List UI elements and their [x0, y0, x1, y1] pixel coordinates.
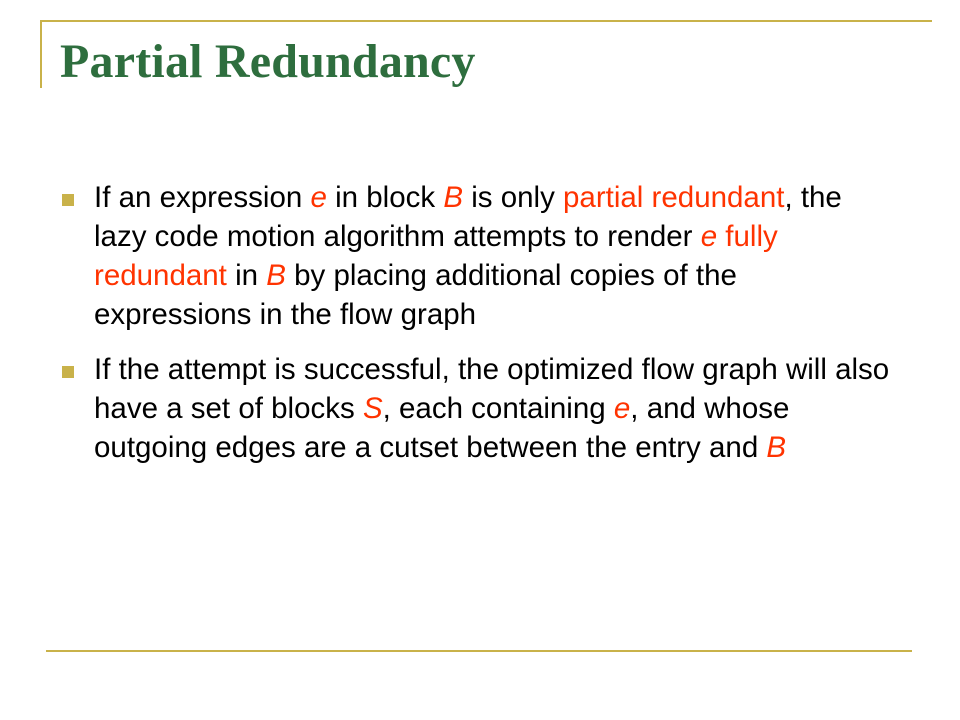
bottom-rule — [46, 650, 912, 652]
highlight-segment: S — [362, 392, 383, 425]
highlight-segment: e — [613, 392, 631, 425]
square-bullet-icon — [62, 366, 74, 378]
text-segment: , the lazy code motion algorithm attempts to render — [94, 181, 842, 253]
text-segment: by placing additional copies of the expressions in the flow graph — [94, 259, 737, 331]
text-segment: If the attempt is successful, the optimized flow graph will also have a set of blocks — [94, 353, 890, 425]
highlight-segment: B — [443, 181, 463, 214]
highlight-segment: B — [766, 431, 787, 464]
top-rule — [40, 20, 932, 22]
text-segment: , and whose outgoing edges are a cutset between the entry and — [94, 392, 790, 464]
highlight-segment: e — [310, 181, 327, 214]
bullet-list — [60, 178, 890, 483]
text-segment: , each containing — [382, 392, 614, 425]
text-segment: is only — [463, 181, 564, 214]
bullet-item — [60, 350, 890, 467]
square-bullet-icon — [62, 194, 74, 206]
highlight-segment: B — [266, 259, 286, 292]
highlight-segment: e fully redundant — [94, 220, 778, 292]
text-segment: If an expression — [94, 181, 311, 214]
text-segment: in — [226, 259, 267, 292]
slide-title: Partial Redundancy — [60, 35, 476, 88]
highlight-segment: partial redundant — [563, 181, 785, 214]
left-rule — [40, 20, 42, 88]
text-segment: in block — [326, 181, 444, 214]
bullet-item — [60, 178, 890, 334]
